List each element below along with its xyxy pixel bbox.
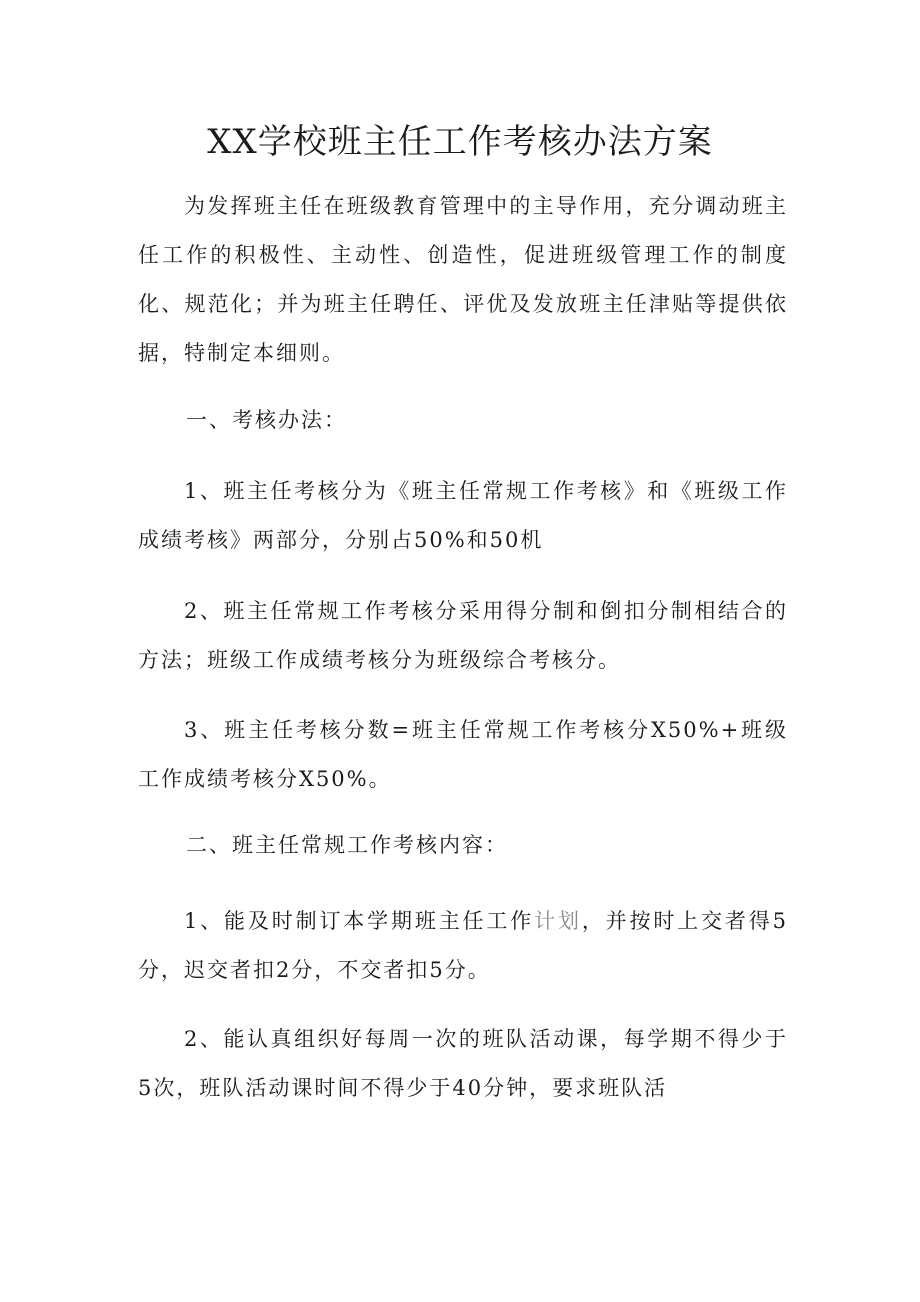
section1-item-2: 2、班主任常规工作考核分采用得分制和倒扣分制相结合的方法；班级工作成绩考核分为班级综合考核分。 [138,599,788,672]
section2-item-2: 2、能认真组织好每周一次的班队活动课，每学期不得少于5次，班队活动课时间不得少于40分钟，要求班队活 [138,1027,788,1100]
section2-heading: 二、班主任常规工作考核内容： [186,833,508,857]
intro-paragraph: 为发挥班主任在班级教育管理中的主导作用，充分调动班主任工作的积极性、主动性、创造性，促进班级管理工作的制度化、规范化；并为班主任聘任、评优及发放班主任津贴等提供依据，特制定本细则。 [138,194,788,365]
section2-item-1 [138,897,788,995]
section2-item-1-text-b: ，并按时上交者得5分，迟交者扣2分，不交者扣5分。 [138,909,788,982]
section1-item-1: 1、班主任考核分为《班主任常规工作考核》和《班级工作成绩考核》两部分，分别占50%和50机 [138,479,788,552]
document-title: XX学校班主任工作考核办法方案 [207,122,713,162]
section2-item-1-text-a: 1、能及时制订本学期班主任工作 [184,909,535,933]
section1-heading: 一、考核办法： [186,408,347,432]
section2-item-1-link-text: 计划 [534,909,582,933]
section1-item-3: 3、班主任考核分数=班主任常规工作考核分X50%+班级工作成绩考核分X50%。 [138,718,788,791]
